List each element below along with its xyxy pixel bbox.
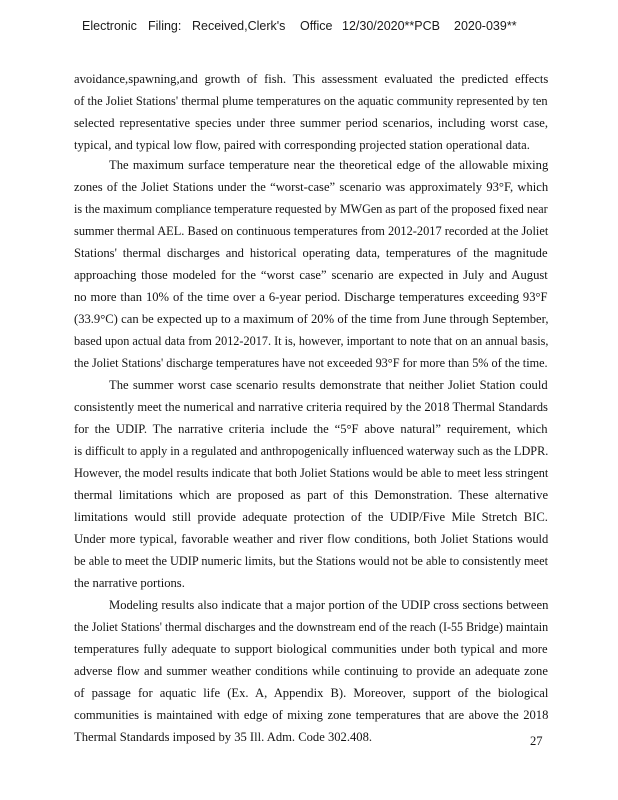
body-line: be able to meet the UDIP numeric limits, but the Stations would not be able to consistently meet: [74, 554, 549, 568]
body-line: of the Joliet Stations' thermal plume temperatures on the aquatic community represented by ten: [74, 94, 548, 108]
header-filing: Filing:: [148, 19, 182, 33]
body-line: of passage for aquatic life (Ex. A, Appendix B). Moreover, support of the biological: [74, 686, 549, 700]
header-date: 12/30/2020**PCB: [342, 19, 440, 33]
body-line: the Joliet Stations' thermal discharges and the downstream end of the reach (I-55 Bridge) maintain: [74, 620, 549, 634]
header-electronic: Electronic: [82, 19, 137, 33]
body-line: consistently meet the numerical and narrative criteria required by the 2018 Thermal Standards: [74, 400, 548, 414]
body-line: approaching those modeled for the “worst case” scenario are expected in July and August: [74, 268, 548, 282]
body-line: The summer worst case scenario results demonstrate that neither Joliet Station could: [109, 378, 548, 392]
body-line: thermal limitations which are proposed as part of this Demonstration. These alternative: [74, 488, 549, 502]
body-line: is difficult to apply in a regulated and anthropogenically influenced waterway such as the LDPR.: [74, 444, 549, 458]
body-line: Thermal Standards imposed by 35 Ill. Adm. Code 302.408.: [74, 730, 373, 744]
body-line: no more than 10% of the time over a 6-year period. Discharge temperatures exceeding 93°F: [74, 290, 548, 304]
body-line: avoidance,spawning,and growth of fish. This assessment evaluated the predicted effects: [74, 72, 549, 86]
body-line: the Joliet Stations' discharge temperatures have not exceeded 93°F for more than 5% of the time.: [74, 356, 548, 370]
body-line: communities is maintained with edge of mixing zone temperatures that are above the 2018: [74, 708, 549, 722]
page-number: 27: [530, 734, 543, 748]
body-line: Modeling results also indicate that a major portion of the UDIP cross sections between: [109, 598, 549, 612]
body-line: Stations' thermal discharges and historical operating data, temperatures of the magnitude: [74, 246, 548, 260]
header-office: Office: [300, 19, 333, 33]
body-line: summer thermal AEL. Based on continuous temperatures from 2012-2017 recorded at the Joliet: [74, 224, 549, 238]
body-line: zones of the Joliet Stations under the “worst-case” scenario was approximately 93°F, which: [74, 180, 549, 194]
filing-header: [0, 19, 618, 39]
header-docket: 2020-039**: [454, 19, 517, 33]
body-line: typical, and typical low flow, paired with corresponding projected station operational data.: [74, 138, 530, 152]
body-line: (33.9°C) can be expected up to a maximum of 20% of the time from June through September,: [74, 312, 549, 326]
body-line: for the UDIP. The narrative criteria include the “5°F above natural” requirement, which: [74, 422, 548, 436]
body-line: based upon actual data from 2012-2017. It is, however, important to note that on an annual basis,: [74, 334, 549, 348]
body-line: temperatures fully adequate to support biological communities under both typical and more: [74, 642, 548, 656]
body-line: limitations would still provide adequate protection of the UDIP/Five Mile Stretch BIC.: [74, 510, 548, 524]
body-line: The maximum surface temperature near the theoretical edge of the allowable mixing: [109, 158, 549, 172]
body-line: the narrative portions.: [74, 576, 185, 590]
body-line: is the maximum compliance temperature requested by MWGen as part of the proposed fixed near: [74, 202, 548, 216]
body-line: selected representative species under three summer period scenarios, including worst case,: [74, 116, 549, 130]
body-line: Under more typical, favorable weather and river flow conditions, both Joliet Stations would: [74, 532, 549, 546]
body-line: However, the model results indicate that both Joliet Stations would be able to meet less stringent: [74, 466, 549, 480]
body-line: adverse flow and summer weather conditions while continuing to provide an adequate zone: [74, 664, 548, 678]
header-received: Received,Clerk's: [192, 19, 286, 33]
